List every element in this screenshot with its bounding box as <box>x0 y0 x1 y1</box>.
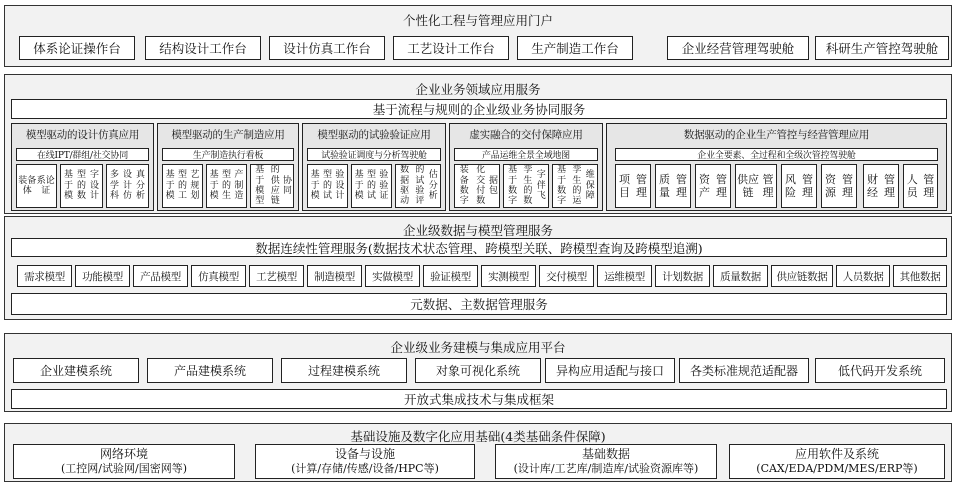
model-function: 功能模型 <box>75 265 130 287</box>
data-model-title: 企业级数据与模型管理服务 <box>402 223 553 238</box>
workbench-process-design: 工艺设计工作台 <box>393 36 509 60</box>
sub-risk-management: 风险 管理 <box>781 164 817 208</box>
business-layer <box>4 74 952 214</box>
sub-finance-management: 财经 管理 <box>863 164 899 208</box>
data-supply-chain: 供应链数据 <box>771 265 833 287</box>
model-as-built: 实做模型 <box>365 265 420 287</box>
tool-object-visualization: 对象可视化系统 <box>415 358 541 383</box>
tool-enterprise-modeling: 企业建模系统 <box>13 358 139 383</box>
workbench-system-demonstration: 体系论证操作台 <box>19 36 135 60</box>
cockpit-enterprise-management: 企业经营管理驾驶舱 <box>667 36 809 60</box>
app-design-simulation <box>11 123 154 211</box>
sub-digital-delivery-package: 装备数字 化交付数 据包 <box>454 164 500 208</box>
app-delivery-support-title: 虚实融合的交付保障应用 <box>469 129 583 141</box>
tool-low-code: 低代码开发系统 <box>815 358 945 383</box>
sub-multidisciplinary-simulation: 多学科 设计仿 真分析 <box>106 164 149 208</box>
app-test-verification-title: 模型驱动的试验验证应用 <box>317 129 431 141</box>
model-measurement: 实测模型 <box>481 265 536 287</box>
app-design-simulation-title: 模型驱动的设计仿真应用 <box>25 129 140 141</box>
sub-asset-management: 资产 管理 <box>695 164 731 208</box>
foundation-equipment: 设备与设施 (计算/存储/传感/设备/HPC等) <box>255 444 475 479</box>
sub-digital-twin-companion-flight: 基于数字 孪生的数 字伴飞 <box>503 164 549 208</box>
data-other: 其他数据 <box>893 265 947 287</box>
foundation-application-software: 应用软件及系统 (CAX/EDA/PDM/MES/ERP等) <box>729 444 945 479</box>
model-simulation: 仿真模型 <box>191 265 246 287</box>
tool-heterogeneous-adapter: 异构应用适配与接口 <box>545 358 675 383</box>
sub-quality-management: 质量 管理 <box>655 164 691 208</box>
tool-process-modeling: 过程建模系统 <box>281 358 407 383</box>
sub-equipment-system-demo: 装备体 系论证 <box>16 164 57 208</box>
data-quality: 质量数据 <box>713 265 768 287</box>
foundation-layer <box>4 423 952 482</box>
foundation-base-data: 基础数据 (设计库/工艺库/制造库/试验资源库等) <box>495 444 717 479</box>
app-enterprise-management <box>606 123 947 211</box>
sub-resource-management: 资源 管理 <box>821 164 857 208</box>
sub-model-based-test-design: 基于模 型的试 验设计 <box>307 164 348 208</box>
app-production-manufacturing-title: 模型驱动的生产制造应用 <box>171 129 285 141</box>
integration-framework-bar: 开放式集成技术与集成框架 <box>11 389 947 409</box>
app-delivery-support-bar: 产品运维全景全域地图 <box>454 148 598 161</box>
foundation-title: 基础设施及数字化应用基础(4类基础条件保障) <box>350 429 606 444</box>
portal-title: 个性化工程与管理应用门户 <box>402 13 553 28</box>
workbench-design-simulation: 设计仿真工作台 <box>269 36 385 60</box>
portal-layer <box>4 5 952 67</box>
workbench-production: 生产制造工作台 <box>517 36 633 60</box>
sub-model-based-digital-design: 基于模 型的数 字设计 <box>60 164 103 208</box>
platform-title: 企业级业务建模与集成应用平台 <box>390 340 566 355</box>
metadata-service-bar: 元数据、主数据管理服务 <box>11 293 947 315</box>
tool-standards-adapter: 各类标准规范适配器 <box>679 358 809 383</box>
model-verification: 验证模型 <box>423 265 478 287</box>
sub-supply-chain-management: 供应链 管理 <box>735 164 777 208</box>
business-title: 企业业务领域应用服务 <box>415 82 541 97</box>
workbench-structure-design: 结构设计工作台 <box>145 36 261 60</box>
cockpit-research-production-control: 科研生产管控驾驶舱 <box>815 36 949 60</box>
sub-model-based-process-planning: 基于模 型的工 艺规划 <box>162 164 203 208</box>
data-model-layer <box>4 216 952 320</box>
app-test-verification-bar: 试验验证调度与分析驾驶舱 <box>307 148 441 161</box>
sub-data-driven-test-evaluation: 数据驱动 的试验评 估分析 <box>395 164 441 208</box>
app-design-simulation-bar: 在线IPT/群组/社交协同 <box>16 148 149 161</box>
tool-product-modeling: 产品建模系统 <box>147 358 273 383</box>
model-requirement: 需求模型 <box>17 265 72 287</box>
data-plan: 计划数据 <box>655 265 710 287</box>
app-enterprise-management-title: 数据驱动的企业生产管控与经营管理应用 <box>683 129 870 141</box>
sub-model-based-production: 基于模 型的生 产制造 <box>206 164 247 208</box>
business-collaboration-bar: 基于流程与规则的企业级业务协同服务 <box>11 99 947 119</box>
sub-digital-twin-maintenance: 基于数字 孪生的运 维保障 <box>552 164 598 208</box>
model-product: 产品模型 <box>133 265 188 287</box>
sub-project-management: 项目 管理 <box>615 164 651 208</box>
model-process: 工艺模型 <box>249 265 304 287</box>
app-production-manufacturing <box>157 123 299 211</box>
sub-model-based-test-verification: 基于模 型的试 验验证 <box>351 164 392 208</box>
app-test-verification <box>302 123 446 211</box>
model-operation: 运维模型 <box>597 265 652 287</box>
sub-model-based-supply-chain: 基于模型 的供应链 协同 <box>250 164 294 208</box>
data-continuity-bar: 数据连续性管理服务(数据技术状态管理、跨模型关联、跨模型查询及跨模型追溯) <box>11 238 947 257</box>
foundation-network: 网络环境 (工控网/试验网/国密网等) <box>13 444 235 479</box>
sub-personnel-management: 人员 管理 <box>903 164 938 208</box>
model-manufacturing: 制造模型 <box>307 265 362 287</box>
app-enterprise-management-bar: 企业全要素、全过程和全级次管控驾驶舱 <box>615 148 938 161</box>
platform-layer <box>4 333 952 412</box>
app-production-manufacturing-bar: 生产制造执行看板 <box>162 148 294 161</box>
app-delivery-support <box>449 123 603 211</box>
data-personnel: 人员数据 <box>836 265 890 287</box>
model-delivery: 交付模型 <box>539 265 594 287</box>
